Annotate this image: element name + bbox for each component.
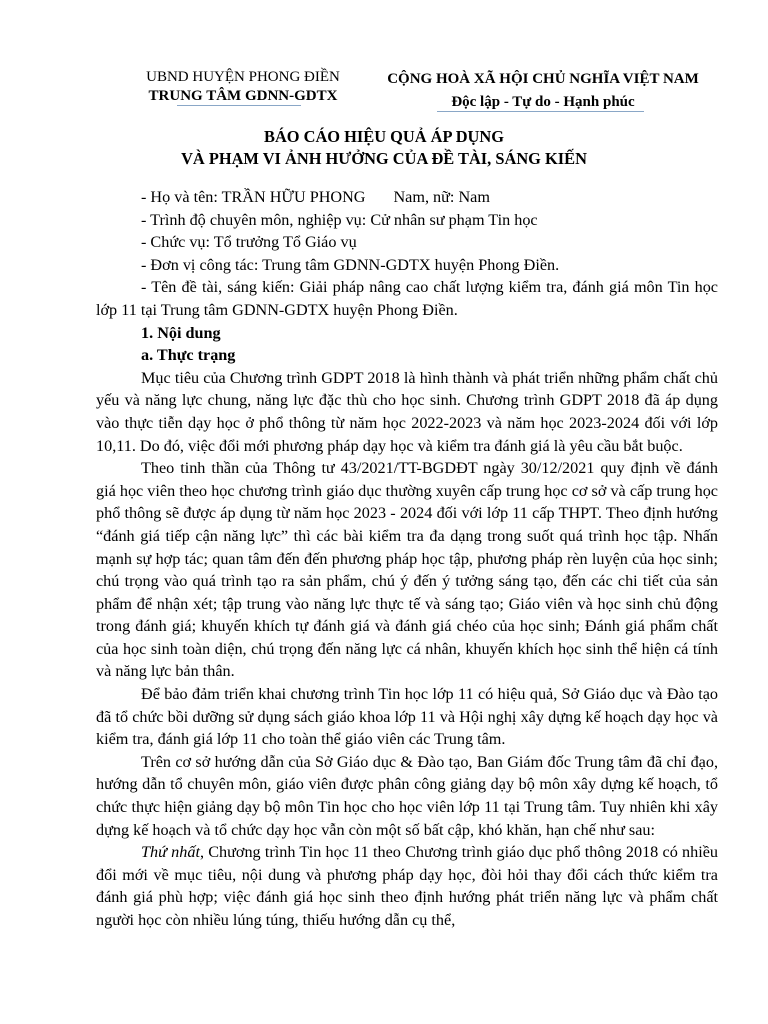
paragraph-5-text: , Chương trình Tin học 11 theo Chương trình giáo dục phổ thông 2018 có nhiều đổi mới về mục tiêu, nội dung và phương pháp dạy học, đòi hỏi thay đổi cách thức kiểm tra đánh giá phù hợp; việc đánh giá học sinh theo định hướng phát triển năng lực và phẩm chất người học còn nhiều lúng túng, thiếu hướng dẫn cụ thể, [96, 843, 718, 929]
section-heading-content: 1. Nội dung [141, 323, 221, 342]
agency-name: TRUNG TÂM GDNN-GDTX [148, 88, 338, 104]
paragraph-5-lead: Thứ nhất [141, 843, 200, 862]
author-qualification: - Trình độ chuyên môn, nghiệp vụ: Cử nhân sư phạm Tin học [141, 210, 538, 229]
motto-underline [437, 111, 644, 112]
country-name: CỘNG HOÀ XÃ HỘI CHỦ NGHĨA VIỆT NAM [387, 71, 699, 87]
author-name-line [96, 186, 718, 209]
paragraph-5 [96, 841, 718, 931]
paragraph-1: Mục tiêu của Chương trình GDPT 2018 là hình thành và phát triển những phẩm chất chủ yếu và năng lực chung, năng lực đặc thù cho học sinh. Chương trình GDPT 2018 đã áp dụng vào thực tiễn dạy học ở phổ thông từ năm học 2022-2023 và năm học 2023-2024 đối với lớp 10,11. Do đó, việc đổi mới phương pháp dạy học và kiểm tra đánh giá là yêu cầu bắt buộc. [96, 368, 718, 455]
title-line-1: BÁO CÁO HIỆU QUẢ ÁP DỤNG [264, 127, 504, 146]
author-position: - Chức vụ: Tổ trưởng Tổ Giáo vụ [141, 233, 357, 252]
author-unit: - Đơn vị công tác: Trung tâm GDNN-GDTX huyện Phong Điền. [141, 255, 560, 274]
title-line-2: VÀ PHẠM VI ẢNH HƯỞNG CỦA ĐỀ TÀI, SÁNG KIẾN [181, 149, 587, 168]
paragraph-4: Trên cơ sở hướng dẫn của Sở Giáo dục & Đào tạo, Ban Giám đốc Trung tâm đã chỉ đạo, hướng dẫn tổ chuyên môn, giáo viên được phân công giảng dạy bộ môn xây dựng kế hoạch, tổ chức thực hiện giảng dạy bộ môn Tin học cho học viên lớp 11 tại Trung tâm. Tuy nhiên khi xây dựng kế hoạch và tổ chức dạy học vẫn còn một số bất cập, khó khăn, hạn chế như sau: [96, 752, 718, 839]
national-motto [372, 68, 714, 114]
agency-underline [177, 105, 301, 106]
paragraph-2: Theo tinh thần của Thông tư 43/2021/TT-BGDĐT ngày 30/12/2021 quy định về đánh giá học viên theo học chương trình giáo dục thường xuyên cấp trung học cơ sở và cấp trung học phổ thông sẽ được áp dụng từ năm học 2023 - 2024 đối với lớp 11 cấp THPT. Theo định hướng “đánh giá tiếp cận năng lực” thì các bài kiểm tra đa dạng trong suốt quá trình học tập. Nhấn mạnh sự hợp tác; quan tâm đến đến phương pháp học tập, phương pháp rèn luyện của học sinh; chú trọng vào quá trình tạo ra sản phẩm, chú ý đến ý tưởng sáng tạo, đến các chi tiết của sản phẩm để nhận xét; tập trung vào năng lực thực tế và sáng tạo; Giáo viên và học sinh chủ động trong đánh giá; khuyến khích tự đánh giá và đánh giá chéo của học sinh; Đánh giá phẩm chất của học sinh toàn diện, chú trọng đến năng lực cá nhân, khuyến khích học sinh thể hiện cá tính và năng lực bản thân. [96, 459, 718, 681]
agency-parent: UBND HUYỆN PHONG ĐIỀN [146, 69, 340, 85]
document-header [0, 68, 768, 116]
report-body [96, 186, 718, 932]
subsection-heading-status: a. Thực trạng [141, 346, 236, 365]
author-name: - Họ và tên: TRẦN HỮU PHONG [141, 188, 366, 206]
report-title [0, 126, 768, 170]
motto: Độc lập - Tự do - Hạnh phúc [451, 94, 635, 110]
topic-name: - Tên đề tài, sáng kiến: Giải pháp nâng cao chất lượng kiểm tra, đánh giá môn Tin học lớp 11 tại Trung tâm GDNN-GDTX huyện Phong Điền. [96, 278, 718, 319]
issuing-agency [112, 68, 374, 106]
paragraph-3: Để bảo đảm triển khai chương trình Tin học lớp 11 có hiệu quả, Sở Giáo dục và Đào tạo đã tổ chức bồi dưỡng sử dụng sách giáo khoa lớp 11 và Hội nghị xây dựng kế hoạch dạy học và kiểm tra, đánh giá lớp 11 cho toàn thể giáo viên các Trung tâm. [96, 685, 718, 749]
author-gender: Nam, nữ: Nam [393, 188, 490, 206]
